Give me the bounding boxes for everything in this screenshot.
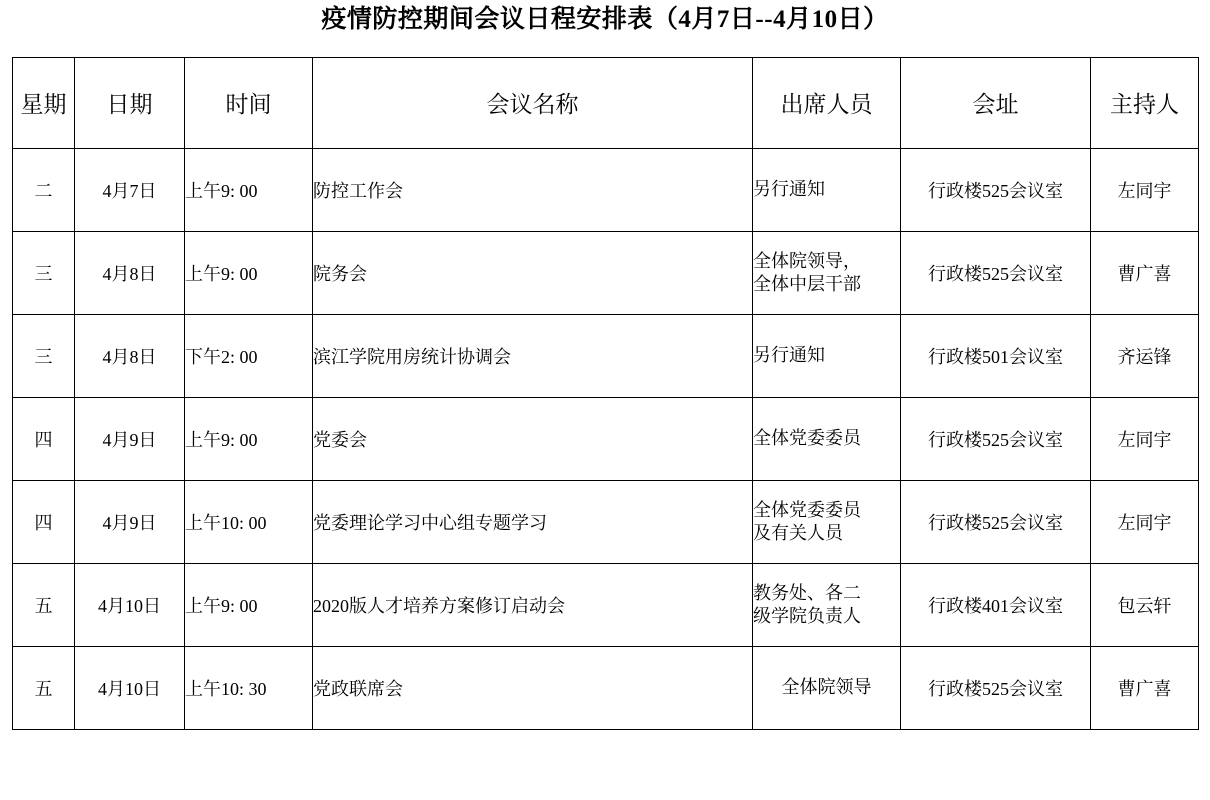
- cell-host: 左同宇: [1091, 480, 1199, 563]
- cell-meeting-name: 党政联席会: [313, 646, 753, 729]
- cell-meeting-name: 党委理论学习中心组专题学习: [313, 480, 753, 563]
- cell-host: 齐运锋: [1091, 314, 1199, 397]
- cell-venue: 行政楼525会议室: [901, 646, 1091, 729]
- cell-venue: 行政楼525会议室: [901, 397, 1091, 480]
- table-header: [13, 57, 1199, 148]
- cell-meeting-name: 防控工作会: [313, 148, 753, 231]
- column-header-place: 会址: [901, 57, 1091, 148]
- cell-time: 上午9: 00: [185, 397, 313, 480]
- cell-venue: 行政楼525会议室: [901, 480, 1091, 563]
- cell-attendees-line2: 及有关人员: [753, 522, 843, 543]
- table-row: [13, 563, 1199, 646]
- cell-week: 五: [13, 563, 75, 646]
- cell-week: 三: [13, 231, 75, 314]
- cell-attendees-line1: 全体院领导，: [753, 251, 861, 271]
- table-row: [13, 646, 1199, 729]
- meeting-schedule-table: [12, 57, 1199, 730]
- cell-attendees-line1: 教务处、各二: [753, 583, 861, 603]
- cell-meeting-name: 院务会: [313, 231, 753, 314]
- cell-date: 4月10日: [75, 563, 185, 646]
- column-header-date: 日期: [75, 57, 185, 148]
- cell-host: 曹广喜: [1091, 231, 1199, 314]
- cell-date: 4月8日: [75, 314, 185, 397]
- cell-time: 上午9: 00: [185, 231, 313, 314]
- cell-attendees-line2: 全体中层干部: [753, 273, 861, 294]
- cell-meeting-name: 2020版人才培养方案修订启动会: [313, 563, 753, 646]
- table-row: [13, 231, 1199, 314]
- cell-host: 左同宇: [1091, 397, 1199, 480]
- cell-time: 上午10: 30: [185, 646, 313, 729]
- column-header-time: 时间: [185, 57, 313, 148]
- cell-date: 4月8日: [75, 231, 185, 314]
- cell-time: 下午2: 00: [185, 314, 313, 397]
- cell-week: 五: [13, 646, 75, 729]
- cell-attendees: 全体院领导: [753, 646, 901, 729]
- page-title: 疫情防控期间会议日程安排表（4月7日--4月10日）: [321, 6, 889, 33]
- cell-attendees: [753, 231, 901, 314]
- cell-attendees: 全体党委委员: [753, 397, 901, 480]
- cell-meeting-name: 党委会: [313, 397, 753, 480]
- cell-host: 左同宇: [1091, 148, 1199, 231]
- cell-time: 上午9: 00: [185, 563, 313, 646]
- cell-attendees: [753, 480, 901, 563]
- cell-attendees: 另行通知: [753, 314, 901, 397]
- table-body: [13, 148, 1199, 729]
- column-header-people: 出席人员: [753, 57, 901, 148]
- table-row: [13, 148, 1199, 231]
- cell-time: 上午9: 00: [185, 148, 313, 231]
- cell-attendees: 另行通知: [753, 148, 901, 231]
- table-row: [13, 314, 1199, 397]
- column-header-week: 星期: [13, 57, 75, 148]
- cell-week: 四: [13, 397, 75, 480]
- cell-time: 上午10: 00: [185, 480, 313, 563]
- cell-date: 4月9日: [75, 397, 185, 480]
- column-header-name: 会议名称: [313, 57, 753, 148]
- cell-week: 二: [13, 148, 75, 231]
- cell-date: 4月10日: [75, 646, 185, 729]
- cell-meeting-name: 滨江学院用房统计协调会: [313, 314, 753, 397]
- cell-venue: 行政楼501会议室: [901, 314, 1091, 397]
- cell-week: 三: [13, 314, 75, 397]
- cell-date: 4月7日: [75, 148, 185, 231]
- cell-week: 四: [13, 480, 75, 563]
- cell-host: 曹广喜: [1091, 646, 1199, 729]
- cell-venue: 行政楼525会议室: [901, 231, 1091, 314]
- cell-host: 包云轩: [1091, 563, 1199, 646]
- cell-attendees-line1: 全体党委委员: [753, 500, 861, 520]
- cell-attendees: [753, 563, 901, 646]
- table-row: [13, 397, 1199, 480]
- table-header-row: [13, 57, 1199, 148]
- cell-date: 4月9日: [75, 480, 185, 563]
- table-row: [13, 480, 1199, 563]
- cell-attendees-line2: 级学院负责人: [753, 605, 861, 626]
- cell-venue: 行政楼525会议室: [901, 148, 1091, 231]
- column-header-host: 主持人: [1091, 57, 1199, 148]
- cell-venue: 行政楼401会议室: [901, 563, 1091, 646]
